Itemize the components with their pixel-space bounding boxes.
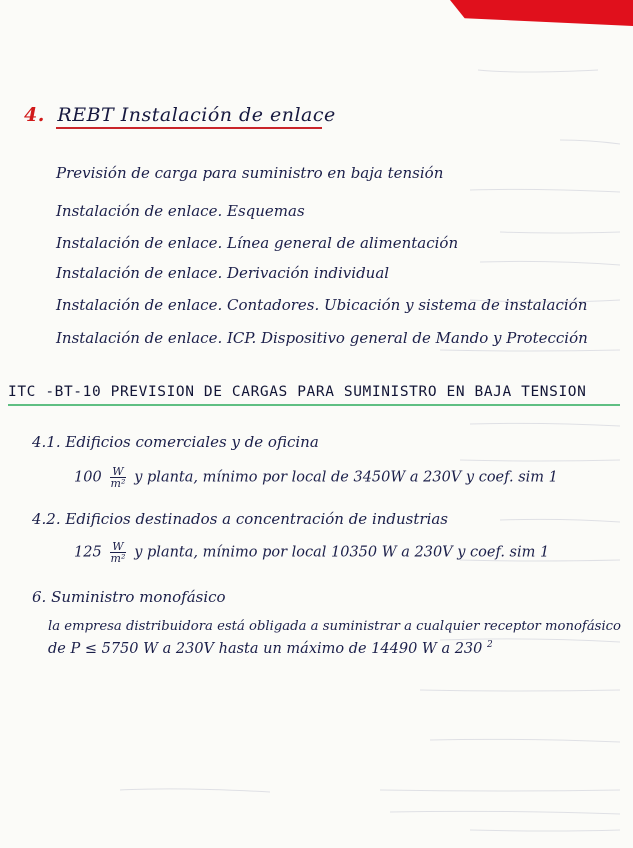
list-item: Instalación de enlace. Línea general de alimentación bbox=[56, 234, 459, 252]
unit-denominator: m² bbox=[110, 477, 126, 490]
load-rule-text: y planta, mínimo por local de 3450W a 230V y coef. sim 1 bbox=[134, 469, 558, 486]
monophase-rule-line-1: la empresa distribuidora está obligada a suministrar a cualquier receptor monofásico bbox=[48, 619, 621, 634]
subsection-heading bbox=[32, 510, 448, 528]
itc-heading: ITC -BT-10 PREVISION DE CARGAS PARA SUMINISTRO EN BAJA TENSION bbox=[8, 384, 587, 400]
load-rule bbox=[74, 466, 558, 489]
section-title-row bbox=[24, 104, 336, 126]
section-number: 4. bbox=[24, 104, 45, 126]
unit-fraction bbox=[110, 541, 125, 564]
unit-numerator: W bbox=[112, 540, 124, 553]
subsection-title: Edificios comerciales y de oficina bbox=[65, 433, 319, 451]
monophase-rule-line-2 bbox=[48, 640, 493, 657]
load-rule-text: y planta, mínimo por local 10350 W a 230V y coef. sim 1 bbox=[134, 544, 550, 561]
subsection-title: Suministro monofásico bbox=[51, 588, 226, 606]
list-item: Previsión de carga para suministro en baja tensión bbox=[56, 164, 444, 182]
list-item: Instalación de enlace. ICP. Dispositivo general de Mando y Protección bbox=[56, 329, 588, 347]
load-rule bbox=[74, 541, 549, 564]
subsection-number: 4.1. bbox=[32, 433, 61, 451]
red-paper-tab bbox=[450, 0, 633, 26]
list-item: Instalación de enlace. Contadores. Ubicación y sistema de instalación bbox=[56, 296, 588, 314]
unit-numerator: W bbox=[112, 465, 124, 478]
section-title-underline bbox=[56, 127, 322, 129]
list-item: Instalación de enlace. Esquemas bbox=[56, 202, 305, 220]
load-value: 125 bbox=[74, 544, 102, 561]
subsection-number: 4.2. bbox=[32, 510, 61, 528]
load-value: 100 bbox=[74, 469, 102, 486]
subsection-number: 6. bbox=[32, 588, 47, 606]
monophase-rule-text: de P ≤ 5750 W a 230V hasta un máximo de 14490 W a 230 bbox=[48, 640, 483, 657]
subsection-title: Edificios destinados a concentración de industrias bbox=[65, 510, 449, 528]
unit-denominator: m² bbox=[110, 552, 126, 565]
list-item: Instalación de enlace. Derivación individual bbox=[56, 264, 390, 282]
subsection-heading bbox=[32, 588, 226, 606]
unit-fraction bbox=[110, 466, 125, 489]
itc-heading-underline bbox=[8, 404, 620, 406]
section-title: REBT Instalación de enlace bbox=[57, 104, 336, 126]
subsection-heading bbox=[32, 433, 319, 451]
margin-mark: 2 bbox=[486, 640, 493, 650]
